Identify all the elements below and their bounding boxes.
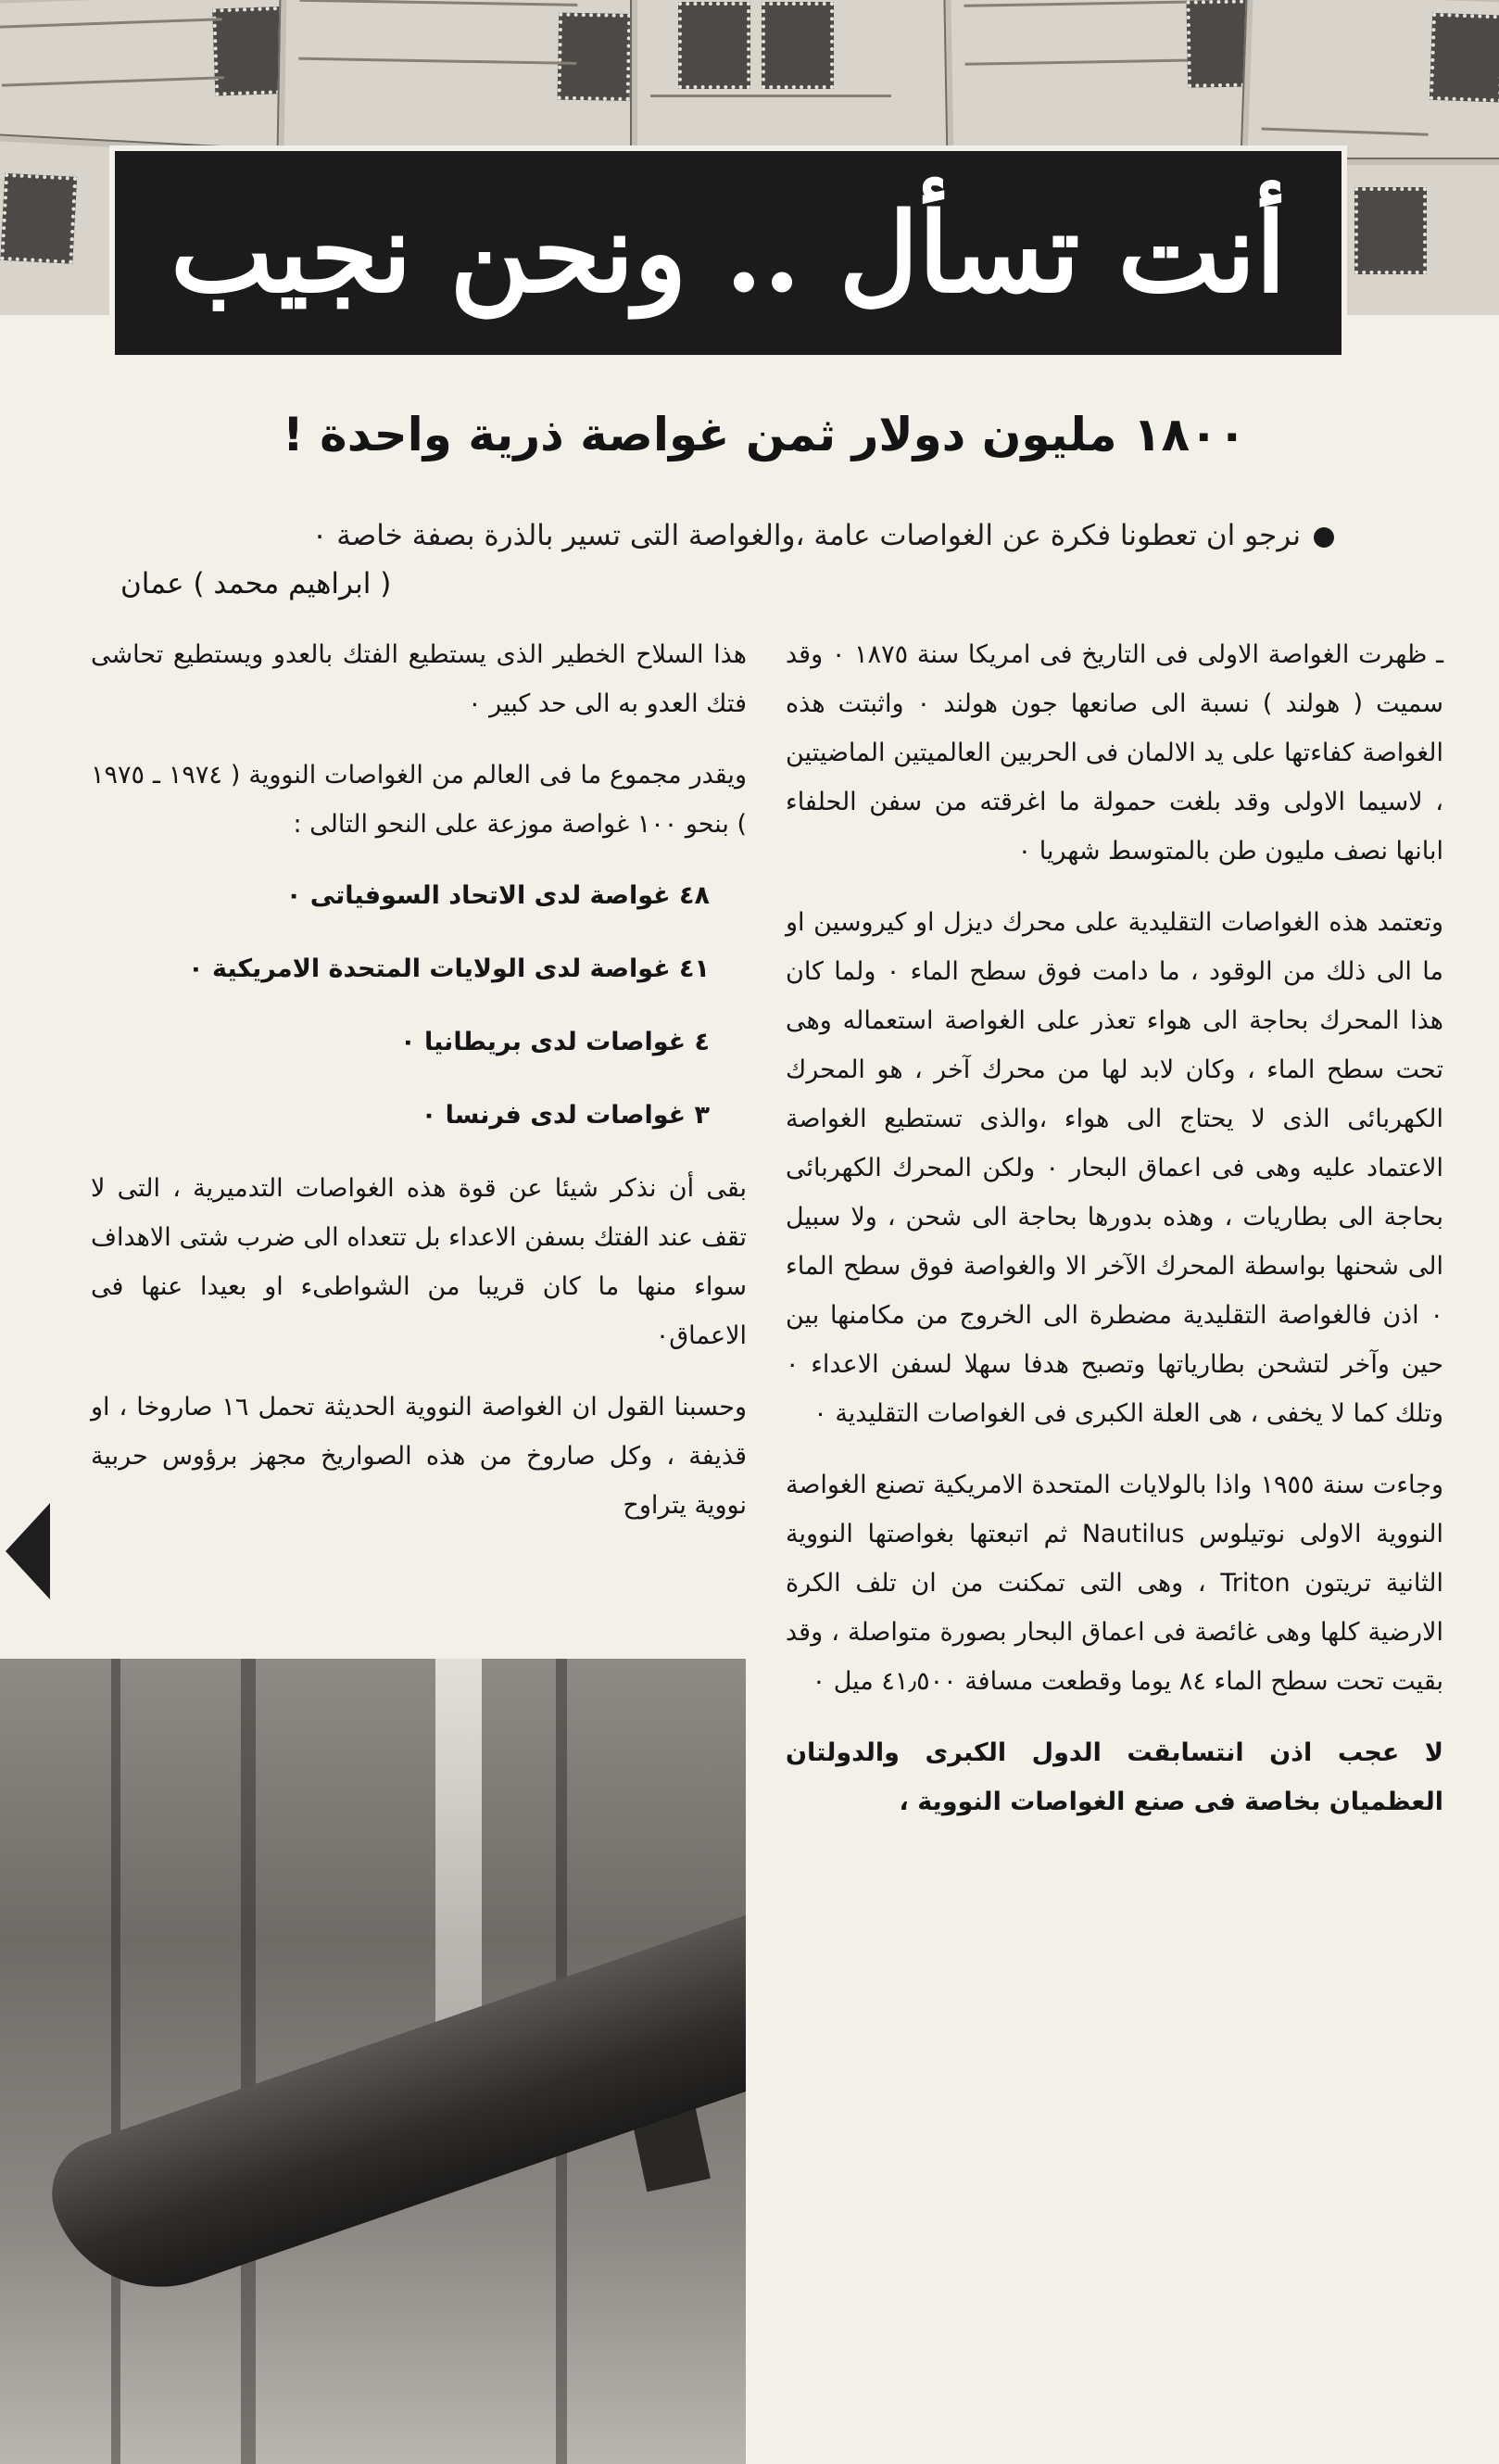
page-title-box [115, 151, 1342, 355]
list-item: ٤٨ غواصة لدى الاتحاد السوفياتى ٠ [285, 881, 710, 910]
reader-question [102, 512, 1334, 560]
bullet-icon [1314, 527, 1334, 548]
envelope-image [1325, 158, 1499, 315]
paragraph: لا عجب اذن انتسابقت الدول الكبرى والدولتان العظميان بخاصة فى صنع الغواصات النووية ، [786, 1738, 1443, 1816]
paragraph: هذا السلاح الخطير الذى يستطيع الفتك بالعدو ويستطيع تحاشى فتك العدو به الى حد كبير ٠ [91, 640, 747, 718]
article-headline: ١٨٠٠ مليون دولار ثمن غواصة ذرية واحدة ! [282, 408, 1247, 461]
paragraph: وجاءت سنة ١٩٥٥ واذا بالولايات المتحدة الامريكية تصنع الغواصة النووية الاولى نوتيلوس Nautilus ثم اتبعتها بغواصتها النووية الثانية تريتون Triton ، وهى التى تمكنت من ان تلف الكرة الارضية كلها وهى غائصة فى اعماق البحار بصورة متواصلة ، وقد بقيت تحت سطح الماء ٨٤ يوما وقطعت مسافة ٤١٫٥٠٠ ميل ٠ [786, 1471, 1443, 1696]
paragraph: بقى أن نذكر شيئا عن قوة هذه الغواصات التدميرية ، التى لا تقف عند الفتك بسفن الاعداء بل تتعداه الى ضرب شتى الاهداف سواء منها ما كان قريبا من الشواطىء او بعيدا عنها فى الاعماق٠ [91, 1174, 747, 1350]
left-arrow-icon[interactable] [6, 1503, 50, 1599]
paragraph: ويقدر مجموع ما فى العالم من الغواصات النووية ( ١٩٧٤ ـ ١٩٧٥ ) بنحو ١٠٠ غواصة موزعة على النحو التالى : [91, 761, 747, 839]
question-sender: ( ابراهيم محمد ) عمان [120, 567, 392, 600]
paragraph: ـ ظهرت الغواصة الاولى فى التاريخ فى امريكا سنة ١٨٧٥ ٠ وقد سميت ( هولند ) نسبة الى صانعها جون هولند ٠ واثبتت هذه الغواصة كفاءتها على يد الالمان فى الحربين العالميتين الماضيتين ، لاسيما الاولى وقد بلغت حمولة ما اغرقته من سفن الحلفاء ابانها نصف مليون طن بالمتوسط شهريا ٠ [786, 640, 1443, 866]
submarine-hull [37, 1888, 746, 2317]
article-right-column [786, 630, 1443, 1849]
page-title: أنت تسأل .. ونحن نجيب [170, 188, 1287, 317]
list-item: ٤ غواصات لدى بريطانيا ٠ [400, 1028, 710, 1056]
list-item: ٣ غواصات لدى فرنسا ٠ [421, 1101, 710, 1130]
article-left-column [91, 630, 747, 1552]
list-item: ٤١ غواصة لدى الولايات المتحدة الامريكية ٠ [188, 954, 710, 983]
paragraph: وتعتمد هذه الغواصات التقليدية على محرك ديزل او كيروسين او ما الى ذلك من الوقود ، ما دامت فوق سطح الماء ٠ ولما كان هذا المحرك بحاجة الى هواء تعذر على الغواصة استعماله وهى تحت سطح الماء ، وكان لابد لها من محرك آخر ، هو المحرك الكهربائى الذى لا يحتاج الى هواء ،والذى تستطيع الغواصة الاعتماد عليه وهى فى اعماق البحار ٠ ولكن المحرك الكهربائى بحاجة الى بطاريات ، وهذه بدورها بحاجة الى شحن ، ولا سبيل الى شحنها بواسطة المحرك الآخر الا والغواصة فوق سطح الماء ٠ اذن فالغواصة التقليدية مضطرة الى الخروج من مكامنها بين حين وآخر لتشحن بطارياتها وتصبح هدفا سهلا لسفن الاعداء ٠ وتلك كما لا يخفى ، هى العلة الكبرى فى الغواصات التقليدية ٠ [786, 908, 1444, 1428]
question-text: نرجو ان تعطونا فكرة عن الغواصات عامة ،والغواصة التى تسير بالذرة بصفة خاصة ٠ [311, 519, 1301, 552]
paragraph: وحسبنا القول ان الغواصة النووية الحديثة تحمل ١٦ صاروخا ، او قذيفة ، وكل صاروخ من هذه الصواريخ مجهز برؤوس حربية نووية يتراوح [91, 1393, 748, 1520]
submarine-photo [0, 1659, 746, 2464]
